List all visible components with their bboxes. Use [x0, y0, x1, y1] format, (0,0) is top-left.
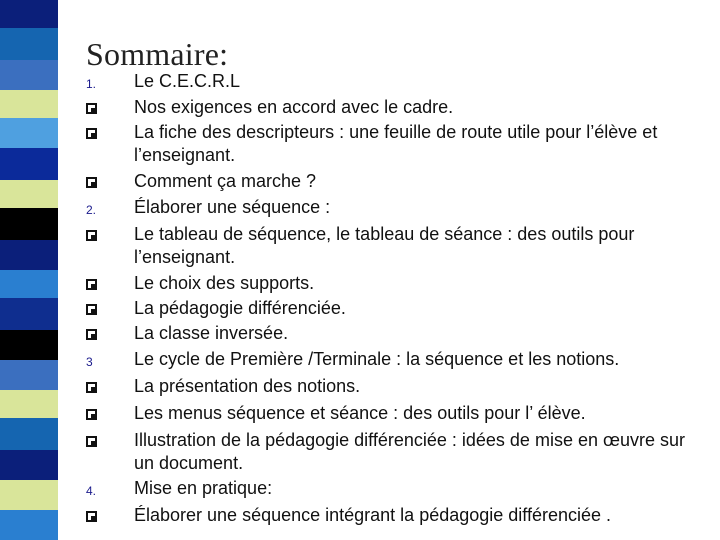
item-marker [86, 302, 116, 315]
stripe-block [0, 28, 58, 60]
item-marker [86, 353, 116, 371]
stripe-block [0, 180, 58, 208]
checkbox-bullet-icon [86, 103, 97, 114]
item-marker [86, 228, 116, 241]
item-text: Élaborer une séquence : [134, 197, 331, 217]
item-text: Illustration de la pédagogie différenciée : idées de mise en œuvre sur un document. [134, 430, 685, 473]
item-text: La classe inversée. [134, 323, 289, 343]
item-text: Élaborer une séquence intégrant la pédagogie différenciée . [134, 505, 612, 525]
checkbox-bullet-icon [86, 409, 97, 420]
item-marker [86, 509, 116, 522]
checkbox-bullet-icon [86, 128, 97, 139]
stripe-block [0, 480, 58, 510]
stripe-block [0, 418, 58, 450]
item-text: Comment ça marche ? [134, 171, 317, 191]
decorative-stripe [0, 0, 58, 540]
stripe-block [0, 298, 58, 330]
item-marker [86, 277, 116, 290]
item-number: 1. [86, 77, 97, 91]
item-marker [86, 101, 116, 114]
checkbox-bullet-icon [86, 279, 97, 290]
stripe-block [0, 148, 58, 180]
item-text: La pédagogie différenciée. [134, 298, 346, 318]
item-number: 4. [86, 484, 97, 498]
item-marker [86, 482, 116, 500]
item-text: Le C.E.C.R.L [134, 71, 241, 91]
item-text: Nos exigences en accord avec le cadre. [134, 97, 454, 117]
item-text: Mise en pratique: [134, 478, 273, 498]
item-number: 2. [86, 203, 97, 217]
stripe-block [0, 360, 58, 390]
stripe-block [0, 118, 58, 148]
item-marker [86, 126, 116, 139]
item-number: 3 [86, 355, 93, 369]
checkbox-bullet-icon [86, 511, 97, 522]
item-text: Le tableau de séquence, le tableau de séance : des outils pour l’enseignant. [134, 224, 635, 267]
item-marker [86, 407, 116, 420]
stripe-block [0, 0, 58, 28]
stripe-block [0, 270, 58, 298]
item-text: Les menus séquence et séance : des outils pour l’ élève. [134, 403, 586, 423]
checkbox-bullet-icon [86, 329, 97, 340]
stripe-block [0, 330, 58, 360]
item-text: Le cycle de Première /Terminale : la séquence et les notions. [134, 349, 620, 369]
checkbox-bullet-icon [86, 304, 97, 315]
item-marker [86, 434, 116, 447]
slide-title: Sommaire: [86, 36, 229, 72]
stripe-block [0, 60, 58, 90]
stripe-block [0, 208, 58, 240]
stripe-block [0, 240, 58, 270]
item-text: Le choix des supports. [134, 273, 315, 293]
item-marker [86, 380, 116, 393]
item-marker [86, 175, 116, 188]
item-marker [86, 201, 116, 219]
item-marker [86, 327, 116, 340]
item-text: La présentation des notions. [134, 376, 361, 396]
stripe-block [0, 450, 58, 480]
stripe-block [0, 90, 58, 118]
checkbox-bullet-icon [86, 436, 97, 447]
checkbox-bullet-icon [86, 382, 97, 393]
checkbox-bullet-icon [86, 230, 97, 241]
checkbox-bullet-icon [86, 177, 97, 188]
stripe-block [0, 390, 58, 418]
item-text: La fiche des descripteurs : une feuille de route utile pour l’élève et l’enseignant. [134, 122, 658, 165]
item-marker [86, 75, 116, 93]
stripe-block [0, 510, 58, 540]
